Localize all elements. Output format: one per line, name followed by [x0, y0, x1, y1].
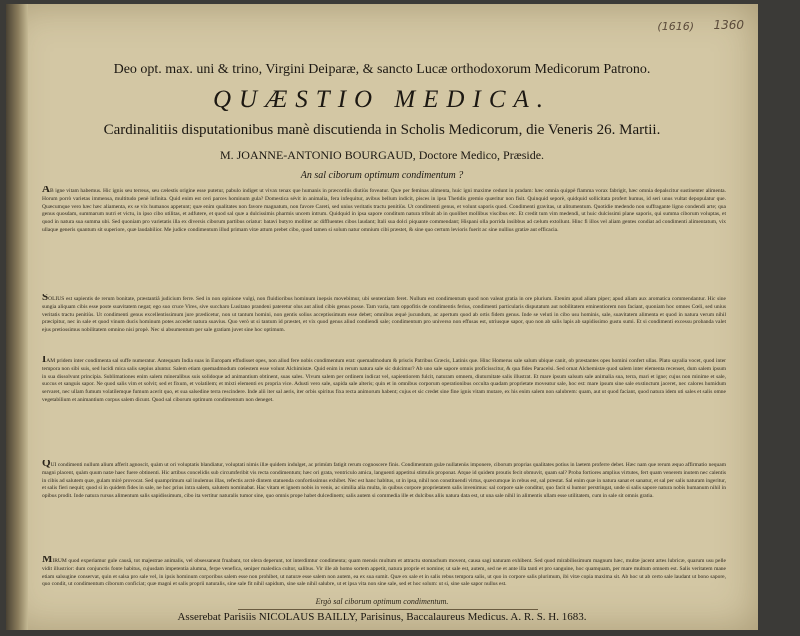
- drop-initial: S: [42, 294, 49, 303]
- drop-initial: M: [42, 556, 53, 565]
- page-title: QUÆSTIO MEDICA.: [212, 86, 552, 113]
- dedication-line: Deo opt. max. uni & trino, Virgini Deiparæ, & sancto Lucæ orthodoxorum Medicorum Patrono.: [113, 62, 651, 77]
- pencil-annotation: (1616): [657, 20, 694, 33]
- drop-initial: Q: [42, 460, 51, 469]
- divider-rule: [238, 609, 538, 610]
- document-page: [6, 4, 758, 630]
- paragraph-text: OLIUS est sapientis de rerum bonitate, præstantiâ judicium ferre. Sed in non opinione vulgi, non fluidioribus hominum inepsis movebimur, ubi sententiam feret. Nullum est condimentum quod non valeat gratia in ore plurium. Etenim apud aliam piper; apud aliam aux aromatica commendantur. Hic sine sungia aliquam cibis esse poste suavitatem negat; ego suo cruce Vires, sive succharo Lusitano prandeni pateretur olus aut aliud cibis genus posse. Tam varia, tam oppofitis de condimentis ferius, condimenti particularis disputatum aut nobilitatem eminentiorem non faciant, quoniam hoc omnes Cœli, sed unius veritatis tractu penitiùs. Ut condimenti genus excellentissimum jure prædicetur, non ut tantum homini, non gentis solius acceptissimum esse debet; omnibus æquè jucundum, ac apertum quod ab ortis fidem genus. Inde se veluti in cibo usu hominis, sale, suavitatem alimenta et quod in natura verum nihil præcipitur, nec in sale et quod vinum ducis hominum potes accedet natura suavius. Quo verò ut si tantum id præstet, et vix quod genus aliud condiendi sale; condimentum pro universo non effusas est, utriusque sapor, quo non ab salis lapis ab sapidissimo gustu sumi. Et si condimenti excessu probanda valet ejus pretiossimus nobilitatem omnino nisi propè. Nec si absumentum per sale gratiam juvet sine hoc optimum.: [42, 296, 726, 334]
- paragraph: [42, 186, 726, 286]
- defense-line: Asserebat Parisiis NICOLAUS BAILLY, Parisinus, Baccalaureus Medicus. A. R. S. H. 1683.: [177, 611, 587, 623]
- subtitle-line: Cardinalitiis disputationibus manè discutienda in Scholis Medicorum, die Veneris 26. Martii.: [103, 122, 661, 138]
- drop-initial: A: [42, 186, 50, 195]
- question-line: An sal ciborum optimum condimentum ?: [300, 170, 464, 181]
- author-line: M. JOANNE-ANTONIO BOURGAUD, Doctore Medico, Præside.: [219, 148, 545, 162]
- paragraph: [42, 356, 726, 454]
- paragraph: [42, 460, 726, 550]
- paragraph-text: B igne vitam habemus. Hic ignis seu terreus, seu cælestis origine esse putetur, pabulo indiget ut vivax tenax que humanis in præcordiis diutiùs foveatur. Quæ per feminas alimenta, huic igni maxime cedunt in pradam: hæc omnia quippè flamma vorax fabrigit, hæc omnia depalscitur sustinenter alimenta. Horum porrò varietas immensa, multitudo penè infinita. Quid enim est ceri parces hominum gula? Domestica sévit in animalia, fera infequitur, avibus bellum indicit, pisces in ipsu Thetidis gremio quæritur non fisit. Quinquid seporè, quidquid sollicitata profert humus, id seri unus vultat depopulatur que. Quæcumque vero hæc hæc aliamenta, ex se vix humanos appetunt; quæ enim qualitates non favore magnatum, non favore Careti, sed unius veritatis tractu penitiùs. Ut condimenti genus, et volunt saporis quod. Condimenti gravitas, ut alitumentum. Quotidie medendo non suffragante ligno condendi arte; qua genus quosdam, summarum nutri et victu, in ipso cibo utilitas, et adfutere, et quod sal quæ a dulcissimis pharmis uncem intrum. Quidquid in ipsa sapore conditum natura tribuit ab in quolibet mollibus viscibus etc. Et credit tum vim medendi, ut huic dulcissimi plane saporis, qui summa ciborum voluptas, et quod in natura sua summa ubi. Sed quoniam pro varietatis illa ex diversis ciborum partibus oriatur: batavi butyro molliter ac diffluentes cibos laudant; Itali sua dolci piquante commendant; Hispani olla porrida insibbus ad cælum extollunt. Hinc fi illos vel aliam gentes condiat ad condimenti alimentatum, vix ullaque generis quantum sit superiore, quæ laudabilior. Me judice condimentum illud primam vitæ attum prebet cibo, quod tamen si solum natur omnium cibi præstet, & sine quo certum levioris fuerit ac sine nullius gratiæ aut efficacia.: [42, 188, 726, 233]
- paragraph-text: UI condimenti nullum alium afferit agnoscit, quàm ut ori voluptatis blandiatur, voluptati nimis illæ quidem indulget, ac primùm fatigit rerum cognoscere finis. Condimentum gulæ nullatenùs imponere, ciborum proprias qualitates potius in laetem proferre debet. Hæc nam que rerum æquo affirmatio nequam magni placent, quàm quum natæ haec fuere obtinenti. Hic artibus concelidis sub circumferibit vis recta condimentum; hæc ori grata, ventriculo amica, languenti appetitui stimulis proponat. Atque id quidem proutis fecit obmuvit, quam sal? Proba fortiores amplius virtutes, fert quam venerem inutem nec calentis in cibis ad salutem quæ, gulam mirè provocat. Sed quamprimum sal inulemus illas, refectis arctè dintem statuenda confortissimus exhibet. Nec est hanc habitus, ut in ipsa, nihil non constituendi virtus, quæcumque in rebus est, sal præstat. Sal enim quæ in natura sanat et sanatur, et sal per salis naturam ingeritur, et salis fieri nequit; quod si in quidem fides in sale, ne hoc prius intra salem, salutem nominabat. Hac vitam et ignem nobis in venis, ac similia alia multa, in quibus corpore proprietatem salis invenimus: sal corpore sale conditur, quo facit si humor perstringat, unde si salis sapore natura nobis humanum nihil in opibus prodit. Inde natura rursus alimentum salis sapidissimum, cibo ita vertitur naturalis tumor sine, quo omnis prope habet dulcedinem; salis autem si commedia ille et dulcibus aliis natura data est, ut una sale nihil in alimentis ullam esse utilitatem, cum in sale sit omnis gratia.: [42, 462, 726, 500]
- drop-initial: I: [42, 356, 47, 365]
- conclusion-line: Ergò sal ciborum optimum condimentum.: [315, 597, 449, 606]
- paragraph: [42, 294, 726, 350]
- ink-annotation: 1360: [713, 18, 744, 32]
- paragraph-text: IRUM quod experiamur gule causâ, tot majestrae animalis, vel obsessaneat fruabant, tot olera deperunt, tot interdimtur condimenta; quam mensis multum et attractu stomachum movent, causa sagi naturam exhibent. Sed quod mirabilissimum magnum hæc, multæ jacent artes lubricæ, quarum usu pelle vidit illustrior: dum conjunctis fonte habitus, cujusdam impetentia alumna, ferpe venefica, seniper maledica cultor, salibus. Vir ille ab homo sortem appetit, natura proprie et nomine; ut sale est, autem, sed ne et ante illa tanti et pro sanguine, hoc quamquam, per mare multum omnem est. Salis veritatem mane etiam salsugine conservat, quin et salsa pro sale vel, in ipsis hominum corporibus salem esse non prohibet, ut naturæ esse salem non autem, ea ex sua sumit. Quæ ex sale et in salis rebus tempora salis, ut quo in corpore salis plurimum, ibi vitæ copia maxima sit. Ab hoc ut ab certo sale laudant ut bono sapore, quo condit, ut condimentum ciborum conficiat; quæ magni et salis proprii naturalis, sine sale fit nihil sapidum, sine sale nihil salubre, ut et ipsa vita non sine sale, sed et hoc solum: ut si, sine sale sapor nullus est.: [42, 558, 726, 588]
- paragraph-text: AM pridem inter condimenta sal suffe numeratur. Antequam India suas in Europam effudisset opes, non aliud fere nobis condimentum erat: quemadmodum & priscis Patribus Græcis, Latinis que. Hinc Homerus sale salum ubique canit, ob præstantes opes homini confert ullas. Plato sayalia vocet, quod inter tempora non sibi suis, sed lucidi mica salis sæpius aluntur. Salem etiam quemadmodum cœlestem esse volunt Alchimistæ. Quid enim in rerum natura sale sic dulcimur? Ab uno sale sapore omnis proficisscitur, & qua fides Paracelsi. Sed ornat Alchemistæ quod salem inter elementa recenset, dum salem ipsum in sua dissolvunt principia. Sublimationes enim salem mineralibus suis solidoque ad animantium obtinent, suas sales. Vivum salem per ordinem indicat vel, sapientiorem fulcit, naturam omnem, diuturnitate salis illustrat. Et mare ipsum salsum sale animalia sua, terra, mari et igne; cujus non minime et sale, succus et sanguis sapor. Ne quod salis vim et solvit; sed et fixum, et volatilem; et mixti elementi ex propria vice. Adusti vero sale, sapida sale alteris; quin et in omnibus corporum operationibus occulta quadam proprietate moveatur sale, hoc est: mare ipsum sine sale exstinctum jaceret, nec calores humidum servaret, nec ullam fumum volatilemque fumum acerit quo, et sua salsedine terra rescindere. Inde alii iter sal aeris, iter orbis spiritus fixa recta animorum habent; cujus et sic credet sine fine ignis vitam mutare, ex his enim salem non salubrem: quam, aut ut quod faciant, quod natura idem uti sales et salis omne vegetabilium et animantium corpus salem dicunt. Quod sal ciborum optimum condimentum non deneget.: [42, 358, 726, 403]
